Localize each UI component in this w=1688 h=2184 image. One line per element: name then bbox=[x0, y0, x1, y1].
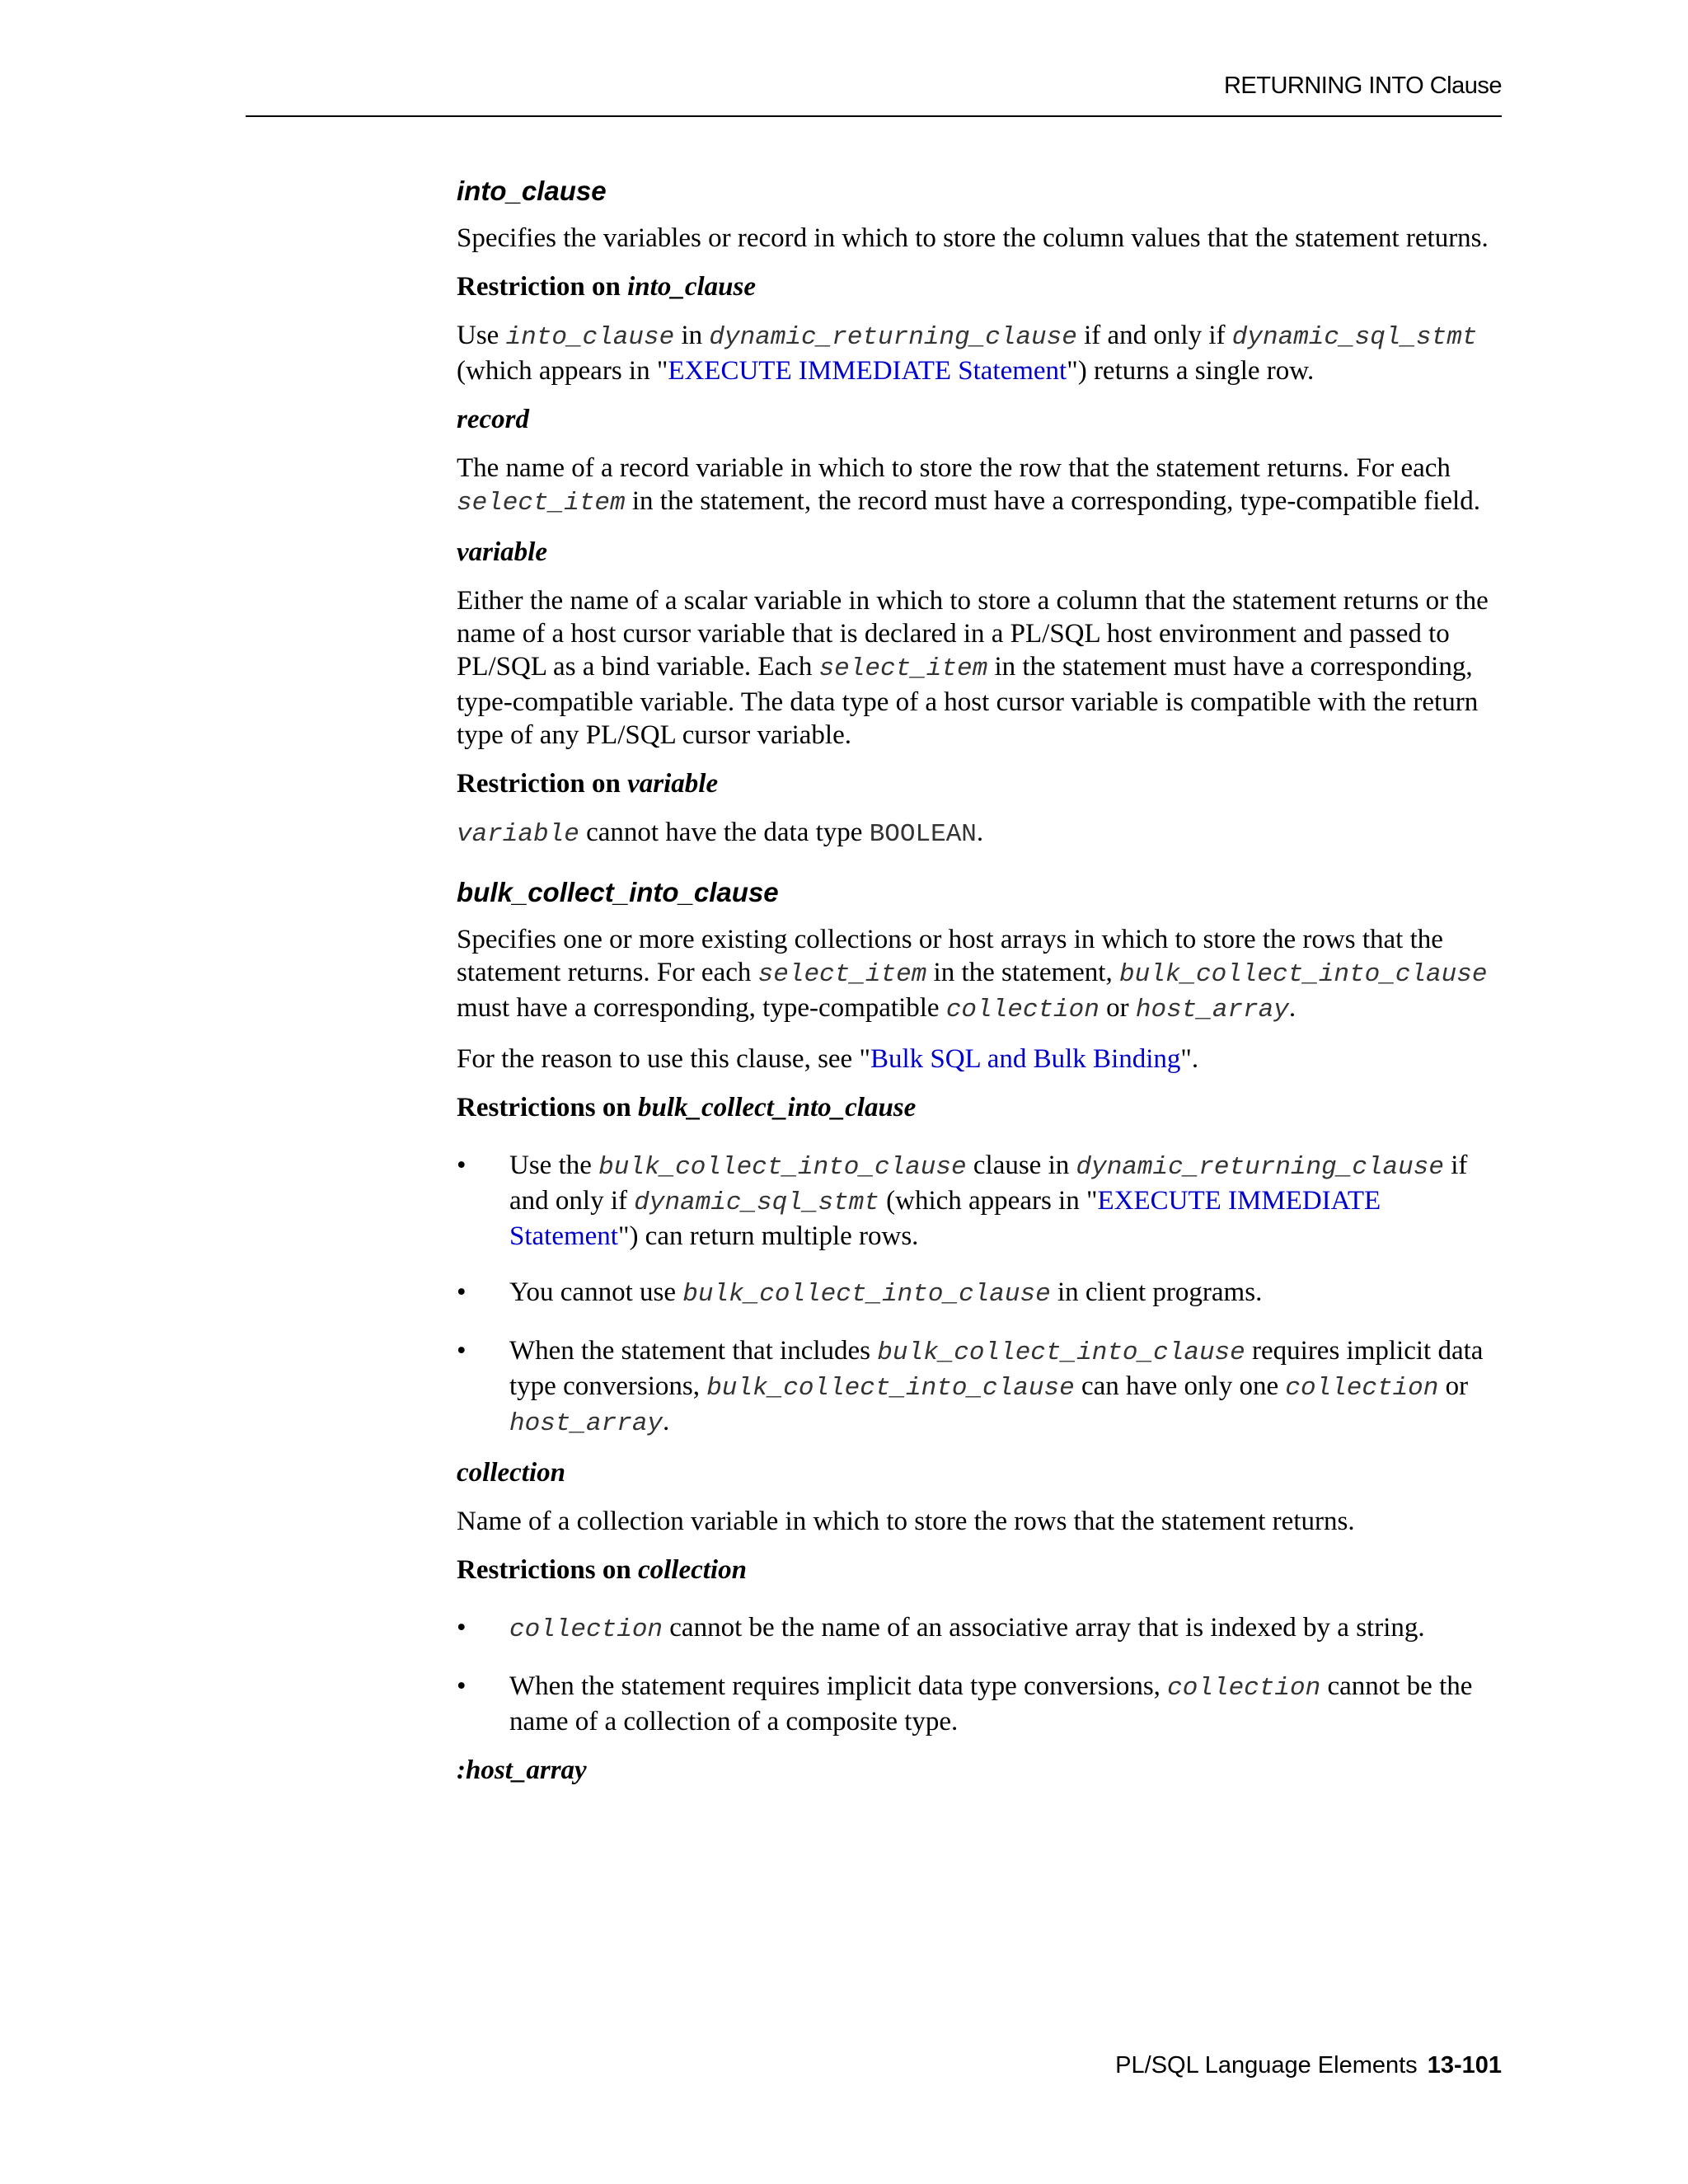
text: cannot be the name of an associative array that is indexed by a string. bbox=[663, 1613, 1425, 1643]
link-bulk-sql-binding[interactable]: Bulk SQL and Bulk Binding bbox=[870, 1044, 1181, 1074]
text: ") returns a single row. bbox=[1067, 356, 1315, 386]
bulk-restrictions-list bbox=[457, 1149, 1505, 1441]
restriction-prefix: Restrictions on bbox=[457, 1093, 638, 1122]
text: Specifies one or more existing collections or host arrays in which to store the rows that the statement returns. For each bbox=[457, 925, 1443, 987]
text: or bbox=[1438, 1371, 1469, 1401]
restrictions-bulk-heading bbox=[457, 1091, 1505, 1124]
term-host-array bbox=[457, 1754, 1505, 1787]
code-bulk-collect-into-clause: bulk_collect_into_clause bbox=[598, 1153, 967, 1182]
restriction-prefix: Restriction on bbox=[457, 272, 628, 302]
list-item bbox=[457, 1611, 1505, 1647]
restriction-term: into_clause bbox=[627, 272, 756, 302]
text: in the statement, the record must have a corresponding, type-compatible field. bbox=[625, 486, 1480, 516]
bullet-icon: • bbox=[457, 1277, 467, 1307]
text: When the statement that includes bbox=[509, 1336, 878, 1366]
list-item bbox=[457, 1670, 1505, 1738]
collection-restrictions-list bbox=[457, 1611, 1505, 1738]
text: in bbox=[674, 321, 710, 350]
text: if and only if bbox=[509, 1151, 1468, 1216]
list-item bbox=[457, 1276, 1505, 1311]
text: Use the bbox=[509, 1151, 599, 1180]
restriction-variable-heading bbox=[457, 767, 1505, 800]
host-array-term: host_array bbox=[466, 1755, 587, 1785]
text: Use bbox=[457, 321, 506, 350]
footer-text: PL/SQL Language Elements bbox=[1115, 2052, 1418, 2079]
restriction-variable-text bbox=[457, 816, 1505, 851]
text: in the statement must have a corresponding, type-compatible variable. The data type of a host cursor variable is compatible with the return type of any PL/SQL cursor variable. bbox=[457, 652, 1479, 750]
code-select-item: select_item bbox=[757, 960, 927, 989]
code-boolean: BOOLEAN bbox=[869, 820, 977, 849]
code-host-array: host_array bbox=[509, 1409, 663, 1438]
list-item bbox=[457, 1334, 1505, 1441]
link-execute-immediate[interactable]: EXECUTE IMMEDIATE Statement bbox=[509, 1186, 1381, 1251]
term-collection: collection bbox=[457, 1458, 565, 1488]
text: in client programs. bbox=[1050, 1277, 1263, 1307]
code-select-item: select_item bbox=[818, 654, 988, 683]
restriction-prefix: Restriction on bbox=[457, 769, 628, 799]
text: When the statement requires implicit data type conversions, bbox=[509, 1671, 1168, 1701]
page-number: 13-101 bbox=[1427, 2052, 1502, 2079]
text: For the reason to use this clause, see " bbox=[457, 1044, 870, 1074]
text: must have a corresponding, type-compatible bbox=[457, 993, 946, 1023]
bulk-reason bbox=[457, 1043, 1505, 1076]
term-variable: variable bbox=[457, 537, 547, 567]
restriction-term: bulk_collect_into_clause bbox=[637, 1093, 917, 1122]
restrictions-collection-heading bbox=[457, 1554, 1505, 1586]
bullet-icon: • bbox=[457, 1336, 467, 1366]
bullet-icon: • bbox=[457, 1613, 467, 1643]
text: (which appears in " bbox=[879, 1186, 1098, 1216]
text: clause in bbox=[966, 1151, 1076, 1180]
page-footer bbox=[246, 2052, 1502, 2079]
restriction-term: variable bbox=[627, 769, 719, 799]
text: . bbox=[976, 818, 984, 847]
code-bulk-collect-into-clause: bulk_collect_into_clause bbox=[877, 1338, 1245, 1367]
text: or bbox=[1099, 993, 1136, 1023]
code-dynamic-sql-stmt: dynamic_sql_stmt bbox=[634, 1188, 879, 1217]
code-dynamic-sql-stmt: dynamic_sql_stmt bbox=[1231, 323, 1478, 352]
bulk-description bbox=[457, 923, 1505, 1027]
variable-description bbox=[457, 584, 1505, 752]
bullet-icon: • bbox=[457, 1151, 467, 1180]
text: in the statement, bbox=[926, 958, 1119, 987]
restriction-term: collection bbox=[637, 1555, 747, 1585]
into-clause-description: Specifies the variables or record in which to store the column values that the statement returns. bbox=[457, 223, 1489, 253]
code-bulk-collect-into-clause: bulk_collect_into_clause bbox=[682, 1280, 1051, 1309]
text: The name of a record variable in which to store the row that the statement returns. For each bbox=[457, 453, 1451, 483]
code-host-array: host_array bbox=[1135, 996, 1289, 1024]
text: You cannot use bbox=[509, 1277, 683, 1307]
code-collection: collection bbox=[1167, 1674, 1321, 1703]
text: cannot be the name of a collection of a composite type. bbox=[509, 1671, 1473, 1736]
bullet-icon: • bbox=[457, 1671, 467, 1701]
restriction-prefix: Restrictions on bbox=[457, 1555, 638, 1585]
term-record: record bbox=[457, 405, 529, 434]
record-description bbox=[457, 452, 1505, 520]
text: cannot have the data type bbox=[579, 818, 870, 847]
code-bulk-collect-into-clause: bulk_collect_into_clause bbox=[1118, 960, 1488, 989]
running-header: RETURNING INTO Clause bbox=[1223, 73, 1502, 99]
code-collection: collection bbox=[509, 1615, 663, 1644]
text: requires implicit data type conversions, bbox=[509, 1336, 1484, 1401]
code-collection: collection bbox=[1285, 1374, 1439, 1403]
heading-into-clause: into_clause bbox=[457, 176, 607, 206]
text: . bbox=[1288, 993, 1296, 1023]
collection-description: Name of a collection variable in which to store the rows that the statement returns. bbox=[457, 1507, 1355, 1536]
list-item bbox=[457, 1149, 1505, 1253]
text: Either the name of a scalar variable in which to store a column that the statement returns or the name of a host cursor variable that is declared in a PL/SQL host environment and passed to PL/SQL as a bind variable. Each bbox=[457, 586, 1489, 682]
text: ") can return multiple rows. bbox=[617, 1221, 919, 1251]
code-select-item: select_item bbox=[457, 489, 626, 518]
code-variable: variable bbox=[457, 820, 579, 849]
text: (which appears in " bbox=[457, 356, 668, 386]
text: if and only if bbox=[1076, 321, 1232, 350]
restriction-into-clause-text bbox=[457, 319, 1505, 387]
code-into-clause: into_clause bbox=[505, 323, 675, 352]
link-execute-immediate[interactable]: EXECUTE IMMEDIATE Statement bbox=[668, 356, 1067, 386]
page-content bbox=[457, 175, 1505, 1802]
code-dynamic-returning-clause: dynamic_returning_clause bbox=[1076, 1153, 1444, 1182]
text: . bbox=[663, 1407, 670, 1436]
host-array-prefix: : bbox=[457, 1755, 466, 1785]
text: can have only one bbox=[1074, 1371, 1286, 1401]
text: ". bbox=[1180, 1044, 1199, 1074]
restriction-into-clause-heading bbox=[457, 270, 1505, 303]
code-dynamic-returning-clause: dynamic_returning_clause bbox=[709, 323, 1077, 352]
code-collection: collection bbox=[945, 996, 1100, 1024]
code-bulk-collect-into-clause: bulk_collect_into_clause bbox=[706, 1374, 1075, 1403]
header-rule bbox=[246, 115, 1502, 117]
heading-bulk-collect-into-clause: bulk_collect_into_clause bbox=[457, 877, 779, 907]
